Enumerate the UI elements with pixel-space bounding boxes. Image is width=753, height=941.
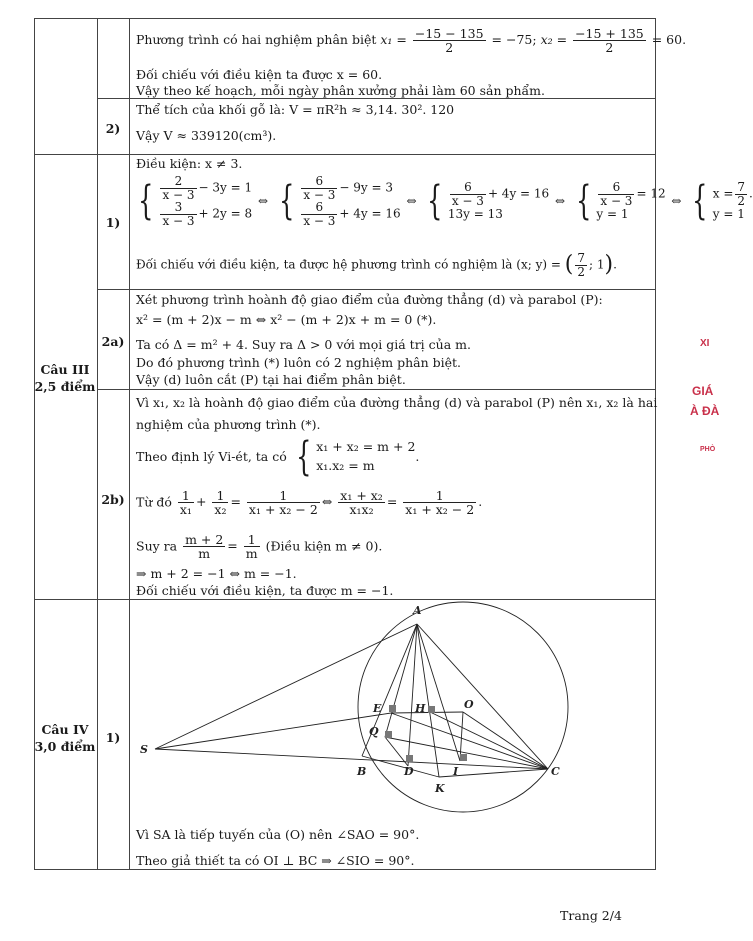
q4-line1: Vì SA là tiếp tuyến của (O) nên ∠SAO = 90°. xyxy=(136,827,420,842)
volume-line2: Vậy V ≈ 339120(cm³). xyxy=(136,128,277,143)
right-angle-marker xyxy=(385,731,392,738)
q3-2a-line4: Do đó phương trình (*) luôn có 2 nghiệm phân biệt. xyxy=(136,355,461,370)
point-label: K xyxy=(435,782,445,795)
prev-line1: Phương trình có hai nghiệm phân biệt x₁ = $\frac{-15 - 135}{2}$ = −75; x₂ = $\frac{-15 + 135}{2}$ = 60. xyxy=(136,26,687,56)
page-number: Trang 2/4 xyxy=(560,908,622,923)
q3-2b-line1: Vì x₁, x₂ là hoành độ giao điểm của đường thẳng (d) và parabol (P) nên x₁, x₂ là hai xyxy=(136,395,658,410)
right-angle-marker xyxy=(406,755,413,762)
row-line xyxy=(97,289,656,290)
right-angle-marker xyxy=(389,705,396,712)
prev-line3: Vậy theo kế hoạch, mỗi ngày phân xưởng phải làm 60 sản phẩm. xyxy=(136,83,546,98)
question-label-III: Câu III 2,5 điểm xyxy=(34,362,96,394)
segment-OI xyxy=(460,712,463,761)
prev-line2: Đối chiếu với điều kiện ta được x = 60. xyxy=(136,67,383,82)
segment-AQ xyxy=(385,624,417,737)
q3-2a-line1: Xét phương trình hoành độ giao điểm của đường thẳng (d) và parabol (P): xyxy=(136,292,603,307)
question-label-IV: Câu IV 3,0 điểm xyxy=(34,722,96,754)
point-label: A xyxy=(413,604,422,617)
part-label-q3-2a: 2a) xyxy=(101,334,125,349)
red-stamp: XI GIÁ À ĐÀ PHÒ xyxy=(690,338,720,453)
part-label-q3-1: 1) xyxy=(105,215,121,230)
row-line xyxy=(97,98,656,99)
part-label-q4-1: 1) xyxy=(105,730,121,745)
segment-SC xyxy=(155,749,548,769)
segment-EH xyxy=(391,712,463,713)
q3-2b-final: Đối chiếu với điều kiện, ta được m = −1. xyxy=(136,583,394,598)
q3-2b-suyra: Suy ra $\frac{m + 2}{m}$ = $\frac{1}{m}$ (Điều kiện m ≠ 0). xyxy=(136,532,383,562)
volume-line1: Thể tích của khối gỗ là: V = πR²h ≈ 3,14. 30². 120 xyxy=(136,102,455,117)
point-label: C xyxy=(551,765,560,778)
point-label: O xyxy=(464,698,474,711)
q3-2b-derivation: Từ đó $\frac{1}{\text{x₁}}$ + $\frac{1}{\text{x₂}}$ = $\frac{1}{\text{x₁ + x₂ − 2}}$ ⇔ $\frac{\text{x₁ + x₂}}{\text{x₁x₂}}$ = $\frac{1}{\text{x₁ + x₂ − 2}}$ . xyxy=(136,488,483,518)
q3-2b-vieta: Theo định lý Vi-ét, ta có { x₁ + x₂ = m + 2 x₁.x₂ = m . xyxy=(136,434,420,480)
q3-1-system-chain: { $\frac{2}{x - 3}$ − 3y = 1 $\frac{3}{x - 3}$ + 2y = 8 ⇔ { $\frac{6}{x - 3}$ − 9y = 3 $\frac{6}{x - 3}$ + 4y = 16 ⇔ { $\frac{6}{x - 3}$ + 4y = 16 13y = 13 ⇔ { $\frac{6}{x - 3}$ = 12 y = 1 ⇔ { x = $\frac{7}{2}$ . y = 1 xyxy=(138,174,753,228)
right-angle-marker xyxy=(428,706,435,713)
row-line xyxy=(97,389,656,390)
segment-AI xyxy=(417,624,460,761)
right-angle-marker xyxy=(460,754,467,761)
segment-SE xyxy=(155,713,391,749)
table-border-right xyxy=(655,18,656,869)
part-label-q3-2b: 2b) xyxy=(101,492,125,507)
segment-EC xyxy=(391,713,548,769)
table-border-bottom xyxy=(34,869,656,870)
segment-HC xyxy=(428,711,548,769)
point-label: E xyxy=(373,702,382,715)
point-label: Q xyxy=(369,725,379,738)
point-label: S xyxy=(140,743,148,756)
q3-1-conclusion: Đối chiếu với điều kiện, ta được hệ phương trình có nghiệm là (x; y) = ( $\frac{7}{2}$ ; 1). xyxy=(136,251,617,279)
q3-2a-line2: x² = (m + 2)x − m ⇔ x² − (m + 2)x + m = 0 (*). xyxy=(136,312,437,327)
point-label: I xyxy=(453,765,459,778)
q3-2a-line3: Ta có Δ = m² + 4. Suy ra Δ > 0 với mọi giá trị của m. xyxy=(136,337,471,352)
table-border-top xyxy=(34,18,656,19)
q3-2b-line2: nghiệm của phương trình (*). xyxy=(136,417,321,432)
point-label: D xyxy=(404,765,414,778)
point-label: B xyxy=(357,765,367,778)
geometry-figure xyxy=(130,600,655,820)
part-label-2: 2) xyxy=(105,121,121,136)
q4-line2: Theo giả thiết ta có OI ⊥ BC ⇒ ∠SIO = 90°. xyxy=(136,853,415,868)
q3-1-condition: Điều kiện: x ≠ 3. xyxy=(136,156,243,171)
point-label: H xyxy=(415,702,426,715)
segment-AD xyxy=(408,624,417,766)
q3-2b-implication: ⇒ m + 2 = −1 ⇔ m = −1. xyxy=(136,566,297,581)
row-line xyxy=(34,154,656,155)
q3-2a-line5: Vậy (d) luôn cắt (P) tại hai điểm phân biệt. xyxy=(136,372,406,387)
segment-BK xyxy=(362,756,439,777)
segment-AK xyxy=(417,624,439,777)
